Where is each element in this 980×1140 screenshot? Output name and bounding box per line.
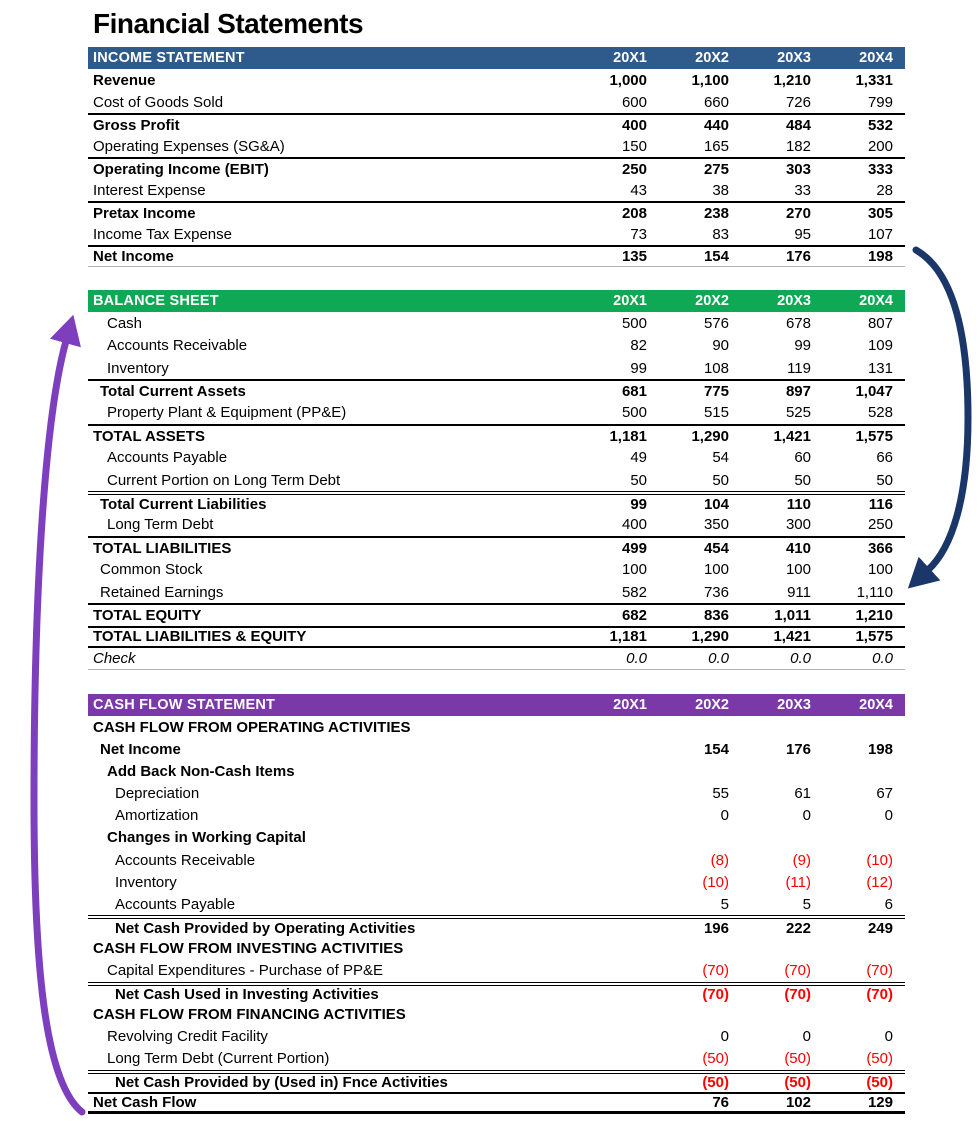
value-cell: 73 xyxy=(630,225,647,243)
value-cell: 500 xyxy=(621,404,647,422)
section-title: CASH FLOW STATEMENT xyxy=(93,697,276,714)
table-row xyxy=(88,739,905,761)
section-cash-flow-statement xyxy=(88,694,905,1114)
section-header-bar xyxy=(88,47,905,69)
table-row xyxy=(88,469,905,491)
row-label: Accounts Payable xyxy=(107,449,228,467)
column-header: 20X2 xyxy=(695,293,729,310)
table-row xyxy=(88,1092,905,1114)
value-cell: 54 xyxy=(712,449,729,467)
table-row xyxy=(88,357,905,379)
value-cell: (70) xyxy=(702,962,729,980)
value-cell: 726 xyxy=(785,93,811,111)
value-cell: 109 xyxy=(867,337,893,355)
value-cell: 104 xyxy=(703,496,729,513)
value-cell: 82 xyxy=(630,337,647,355)
value-cell: 61 xyxy=(794,785,811,803)
table-row xyxy=(88,1070,905,1092)
row-label: Common Stock xyxy=(100,561,203,579)
value-cell: 660 xyxy=(703,93,729,111)
table-row xyxy=(88,179,905,201)
value-cell: 525 xyxy=(785,404,811,422)
value-cell: 499 xyxy=(621,539,647,557)
value-cell: 50 xyxy=(794,471,811,489)
value-cell: 99 xyxy=(630,359,647,377)
value-cell: 176 xyxy=(785,248,811,266)
value-cell: 200 xyxy=(867,137,893,155)
table-row xyxy=(88,626,905,648)
row-label: TOTAL LIABILITIES xyxy=(93,539,232,557)
table-row xyxy=(88,135,905,157)
value-cell: 110 xyxy=(786,496,811,513)
value-cell: 366 xyxy=(867,539,893,557)
row-label: TOTAL LIABILITIES & EQUITY xyxy=(93,628,307,646)
value-cell: 0.0 xyxy=(790,650,811,668)
value-cell: 250 xyxy=(867,516,893,534)
value-cell: (50) xyxy=(702,1074,729,1092)
column-header: 20X3 xyxy=(777,50,811,67)
value-cell: 1,331 xyxy=(855,71,893,89)
value-cell: 0 xyxy=(802,1028,811,1046)
value-cell: 249 xyxy=(867,919,893,937)
row-label: Revenue xyxy=(93,71,156,89)
section-title: BALANCE SHEET xyxy=(93,293,219,310)
row-label: Inventory xyxy=(107,359,169,377)
value-cell: 107 xyxy=(867,225,893,243)
section-balance-sheet xyxy=(88,290,905,670)
value-cell: 1,421 xyxy=(773,628,811,646)
table-row xyxy=(88,157,905,179)
row-label: TOTAL EQUITY xyxy=(93,606,202,624)
value-cell: 0 xyxy=(884,807,893,825)
value-cell: 736 xyxy=(703,583,729,601)
value-cell: 1,181 xyxy=(609,427,647,445)
row-label: Net Income xyxy=(100,741,181,759)
column-header: 20X3 xyxy=(777,293,811,310)
row-label: Accounts Receivable xyxy=(107,337,248,355)
value-cell: 119 xyxy=(787,359,811,377)
value-cell: 1,011 xyxy=(774,606,811,624)
table-row xyxy=(88,402,905,424)
row-label: Total Current Liabilities xyxy=(100,496,267,513)
column-header: 20X4 xyxy=(859,697,893,714)
value-cell: (50) xyxy=(702,1050,729,1068)
value-cell: 50 xyxy=(712,471,729,489)
table-row xyxy=(88,805,905,827)
page-title: Financial Statements xyxy=(93,8,364,39)
value-cell: 532 xyxy=(867,116,893,134)
value-cell: 515 xyxy=(703,404,729,422)
value-cell: 208 xyxy=(621,204,647,222)
row-label: Add Back Non-Cash Items xyxy=(107,763,295,781)
table-row xyxy=(88,915,905,937)
value-cell: 1,575 xyxy=(855,427,893,445)
value-cell: 66 xyxy=(876,449,893,467)
row-label: Total Current Assets xyxy=(100,383,246,401)
value-cell: 0.0 xyxy=(708,650,729,668)
row-label: Depreciation xyxy=(115,785,200,803)
value-cell: 154 xyxy=(703,741,729,759)
value-cell: 305 xyxy=(867,204,893,222)
value-cell: 1,047 xyxy=(855,383,893,401)
table-row xyxy=(88,223,905,245)
row-label: Changes in Working Capital xyxy=(107,829,306,847)
value-cell: 182 xyxy=(785,137,811,155)
table-row xyxy=(88,379,905,401)
table-row xyxy=(88,1048,905,1070)
table-row xyxy=(88,871,905,893)
column-header: 20X1 xyxy=(613,293,647,310)
value-cell: 300 xyxy=(785,516,811,534)
value-cell: 0 xyxy=(720,807,729,825)
table-row xyxy=(88,312,905,334)
value-cell: 582 xyxy=(621,583,647,601)
row-label: Accounts Payable xyxy=(115,895,236,913)
row-label: Revolving Credit Facility xyxy=(107,1028,268,1046)
value-cell: 1,181 xyxy=(609,628,647,646)
row-label: Net Cash Flow xyxy=(93,1094,197,1112)
value-cell: 50 xyxy=(630,471,647,489)
value-cell: (50) xyxy=(866,1050,893,1068)
column-header: 20X4 xyxy=(859,50,893,67)
value-cell: (70) xyxy=(866,986,893,1004)
row-label: Property Plant & Equipment (PP&E) xyxy=(107,404,347,422)
value-cell: 400 xyxy=(621,116,647,134)
value-cell: 1,290 xyxy=(691,628,729,646)
value-cell: 1,210 xyxy=(855,606,893,624)
table-row xyxy=(88,1004,905,1026)
value-cell: 95 xyxy=(794,225,811,243)
column-header: 20X3 xyxy=(777,697,811,714)
value-cell: 5 xyxy=(802,895,811,913)
value-cell: 911 xyxy=(787,583,811,601)
table-row xyxy=(88,827,905,849)
row-label: Inventory xyxy=(115,873,177,891)
row-label: Pretax Income xyxy=(93,204,196,222)
row-label: Net Cash Provided by (Used in) Fnce Activities xyxy=(115,1074,448,1092)
value-cell: 1,290 xyxy=(691,427,729,445)
value-cell: 0 xyxy=(802,807,811,825)
value-cell: 681 xyxy=(621,383,647,401)
value-cell: 678 xyxy=(785,314,811,332)
value-cell: 238 xyxy=(703,204,729,222)
table-row xyxy=(88,603,905,625)
row-label: Gross Profit xyxy=(93,116,180,134)
table-row xyxy=(88,783,905,805)
value-cell: 1,421 xyxy=(773,427,811,445)
table-row xyxy=(88,1026,905,1048)
value-cell: 799 xyxy=(867,93,893,111)
statements-container xyxy=(88,47,905,1114)
table-row xyxy=(88,335,905,357)
value-cell: 250 xyxy=(621,160,647,178)
value-cell: 43 xyxy=(630,181,647,199)
row-label: Income Tax Expense xyxy=(93,225,232,243)
value-cell: (11) xyxy=(785,873,811,891)
section-income-statement xyxy=(88,47,905,267)
value-cell: 135 xyxy=(621,248,647,266)
value-cell: (10) xyxy=(866,851,893,869)
value-cell: 222 xyxy=(785,919,811,937)
value-cell: 99 xyxy=(794,337,811,355)
row-label: Operating Expenses (SG&A) xyxy=(93,137,285,155)
table-row xyxy=(88,201,905,223)
value-cell: 50 xyxy=(876,471,893,489)
row-label: CASH FLOW FROM OPERATING ACTIVITIES xyxy=(93,718,411,736)
value-cell: 55 xyxy=(712,785,729,803)
row-label: CASH FLOW FROM INVESTING ACTIVITIES xyxy=(93,939,404,957)
value-cell: 176 xyxy=(785,741,811,759)
value-cell: 682 xyxy=(621,606,647,624)
table-row xyxy=(88,424,905,446)
value-cell: 150 xyxy=(621,137,647,155)
value-cell: 275 xyxy=(703,160,729,178)
row-label: Amortization xyxy=(115,807,199,825)
row-label: Long Term Debt (Current Portion) xyxy=(107,1050,330,1068)
column-header: 20X2 xyxy=(695,697,729,714)
row-label: CASH FLOW FROM FINANCING ACTIVITIES xyxy=(93,1006,406,1024)
value-cell: 576 xyxy=(703,314,729,332)
value-cell: 108 xyxy=(703,359,729,377)
value-cell: 38 xyxy=(712,181,729,199)
row-label: TOTAL ASSETS xyxy=(93,427,205,445)
value-cell: 1,000 xyxy=(609,71,647,89)
table-row xyxy=(88,937,905,959)
value-cell: 1,210 xyxy=(773,71,811,89)
value-cell: (50) xyxy=(784,1050,811,1068)
value-cell: 100 xyxy=(785,561,811,579)
row-label: Accounts Receivable xyxy=(115,851,256,869)
financial-statements-page xyxy=(88,8,905,1114)
value-cell: 0 xyxy=(884,1028,893,1046)
net-income-to-retained-earnings-arrow xyxy=(916,250,968,570)
net-cash-flow-to-cash-arrow xyxy=(34,341,82,1112)
value-cell: (8) xyxy=(710,851,729,869)
value-cell: 1,110 xyxy=(856,583,893,601)
value-cell: 100 xyxy=(867,561,893,579)
value-cell: 400 xyxy=(621,516,647,534)
value-cell: 129 xyxy=(867,1094,893,1112)
value-cell: 102 xyxy=(785,1094,811,1112)
row-label: Retained Earnings xyxy=(100,583,224,601)
value-cell: 0.0 xyxy=(626,650,647,668)
row-label: Interest Expense xyxy=(93,181,206,199)
value-cell: (10) xyxy=(702,873,729,891)
table-row xyxy=(88,761,905,783)
row-label: Capital Expenditures - Purchase of PP&E xyxy=(107,962,383,980)
table-row xyxy=(88,893,905,915)
row-label: Net Income xyxy=(93,248,174,266)
table-row xyxy=(88,581,905,603)
value-cell: 198 xyxy=(867,248,893,266)
row-label: Cash xyxy=(107,314,143,332)
column-header: 20X1 xyxy=(613,50,647,67)
row-label: Check xyxy=(93,650,136,668)
value-cell: (50) xyxy=(866,1074,893,1092)
row-label: Net Cash Provided by Operating Activities xyxy=(115,919,416,937)
column-header: 20X4 xyxy=(859,293,893,310)
value-cell: 836 xyxy=(703,606,729,624)
table-row xyxy=(88,514,905,536)
value-cell: 154 xyxy=(703,248,729,266)
value-cell: 807 xyxy=(867,314,893,332)
table-row xyxy=(88,558,905,580)
value-cell: 1,100 xyxy=(691,71,729,89)
value-cell: 528 xyxy=(867,404,893,422)
row-label: Operating Income (EBIT) xyxy=(93,160,269,178)
value-cell: 454 xyxy=(703,539,729,557)
value-cell: 60 xyxy=(794,449,811,467)
table-row xyxy=(88,959,905,981)
value-cell: 775 xyxy=(703,383,729,401)
table-row xyxy=(88,447,905,469)
value-cell: (70) xyxy=(784,962,811,980)
row-label: Cost of Goods Sold xyxy=(93,93,224,111)
table-row xyxy=(88,491,905,513)
table-row xyxy=(88,245,905,267)
table-row xyxy=(88,716,905,738)
value-cell: 116 xyxy=(868,496,893,513)
value-cell: 350 xyxy=(703,516,729,534)
table-row xyxy=(88,69,905,91)
value-cell: 67 xyxy=(876,785,893,803)
table-row xyxy=(88,849,905,871)
section-header-bar xyxy=(88,694,905,716)
value-cell: 0.0 xyxy=(872,650,893,668)
value-cell: 28 xyxy=(876,181,893,199)
value-cell: (9) xyxy=(792,851,811,869)
value-cell: 99 xyxy=(630,496,647,513)
row-label: Net Cash Used in Investing Activities xyxy=(115,986,379,1004)
section-title: INCOME STATEMENT xyxy=(93,50,245,67)
value-cell: (50) xyxy=(784,1074,811,1092)
table-row xyxy=(88,91,905,113)
value-cell: 198 xyxy=(867,741,893,759)
value-cell: 0 xyxy=(720,1028,729,1046)
table-row xyxy=(88,113,905,135)
value-cell: 5 xyxy=(720,895,729,913)
value-cell: 100 xyxy=(703,561,729,579)
value-cell: 165 xyxy=(703,137,729,155)
section-header-bar xyxy=(88,290,905,312)
value-cell: 100 xyxy=(621,561,647,579)
value-cell: 484 xyxy=(785,116,811,134)
table-row xyxy=(88,536,905,558)
value-cell: 6 xyxy=(884,895,893,913)
value-cell: (70) xyxy=(702,986,729,1004)
value-cell: 333 xyxy=(867,160,893,178)
value-cell: (70) xyxy=(784,986,811,1004)
value-cell: 33 xyxy=(794,181,811,199)
table-row xyxy=(88,648,905,670)
value-cell: 90 xyxy=(712,337,729,355)
value-cell: 600 xyxy=(621,93,647,111)
value-cell: 131 xyxy=(867,359,893,377)
row-label: Current Portion on Long Term Debt xyxy=(107,471,341,489)
value-cell: 410 xyxy=(785,539,811,557)
table-row xyxy=(88,982,905,1004)
column-header: 20X1 xyxy=(613,697,647,714)
value-cell: (70) xyxy=(866,962,893,980)
value-cell: 440 xyxy=(703,116,729,134)
value-cell: 303 xyxy=(785,160,811,178)
column-header: 20X2 xyxy=(695,50,729,67)
value-cell: 1,575 xyxy=(855,628,893,646)
value-cell: 83 xyxy=(712,225,729,243)
value-cell: 500 xyxy=(621,314,647,332)
value-cell: 897 xyxy=(785,383,811,401)
row-label: Long Term Debt xyxy=(107,516,214,534)
value-cell: (12) xyxy=(866,873,893,891)
value-cell: 49 xyxy=(630,449,647,467)
value-cell: 76 xyxy=(712,1094,729,1112)
value-cell: 196 xyxy=(703,919,729,937)
value-cell: 270 xyxy=(785,204,811,222)
